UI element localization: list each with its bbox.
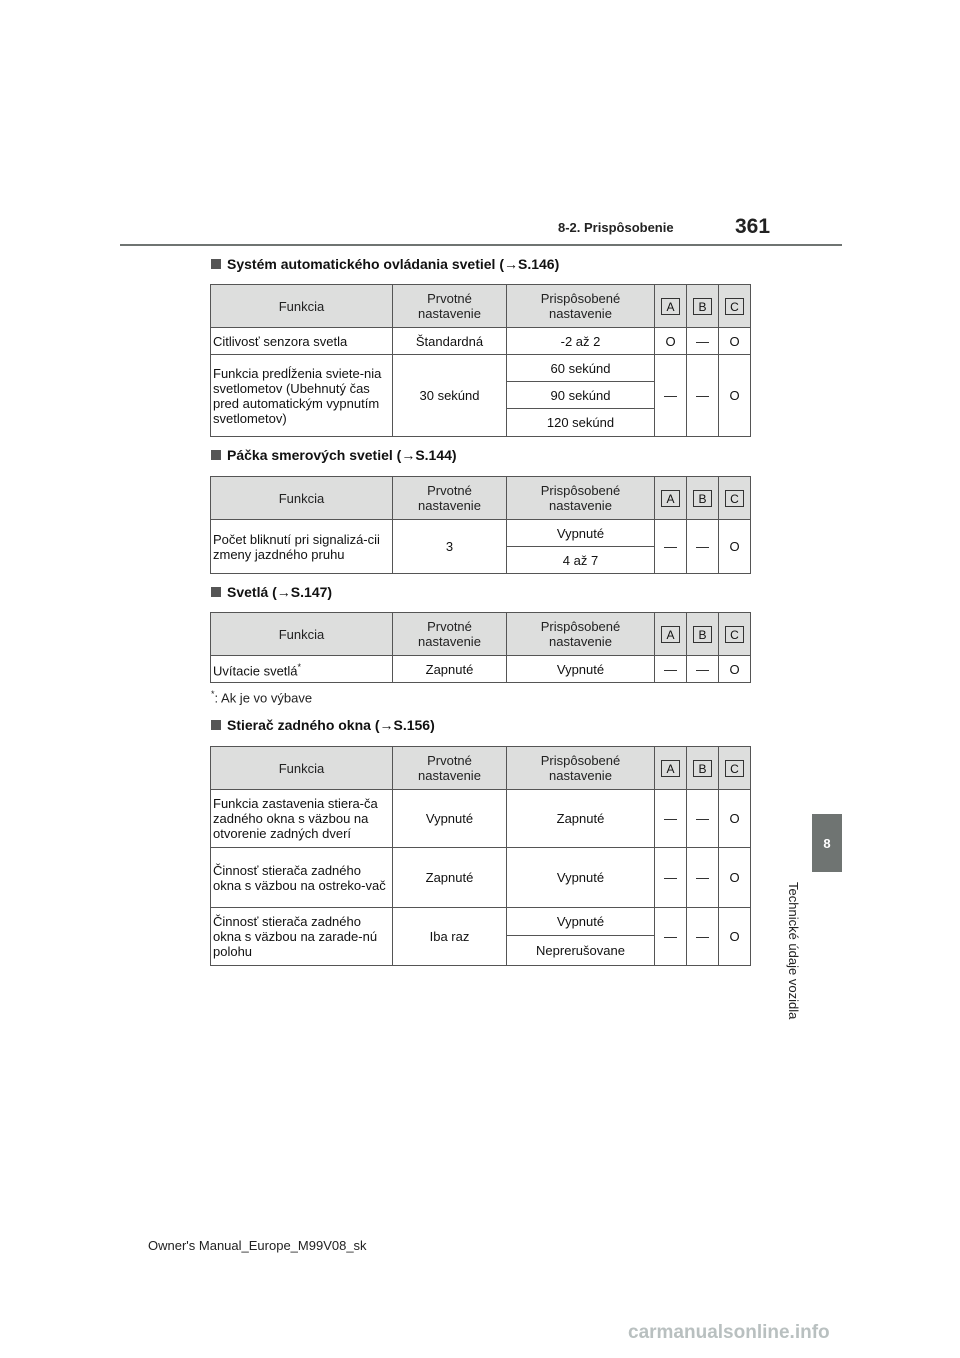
a-box-icon: A [661, 626, 680, 643]
table-subrow: 90 sekúnd [211, 382, 751, 409]
table-row: Citlivosť senzora svetla Štandardná -2 až 2 O — O [211, 328, 751, 355]
c-box-icon: C [725, 760, 744, 777]
section-heading-auto-lights: Systém automatického ovládania svetiel (→S.146) [211, 256, 559, 272]
b-box-icon: B [693, 626, 712, 643]
col-custom: Prispôsobené nastavenie [507, 285, 655, 328]
bullet-square-icon [211, 720, 221, 730]
chapter-title-vertical [785, 882, 805, 1052]
header-divider [120, 244, 842, 246]
table-header-row: Funkcia Prvotné nastavenie Prispôsobené nastavenie A B C [211, 747, 751, 790]
watermark[interactable]: carmanualsonline.info [628, 1322, 830, 1343]
section-title: 8-2. Prispôsobenie [558, 220, 674, 235]
footnote: *: Ak je vo výbave [211, 689, 313, 706]
col-initial: Prvotné nastavenie [393, 285, 507, 328]
bullet-square-icon [211, 587, 221, 597]
table-row: Počet bliknutí pri signalizá-cii zmeny jazdného pruhu 3 Vypnuté — — O [211, 520, 751, 547]
table-header-row [211, 285, 751, 328]
table-header-row: Funkcia Prvotné nastavenie Prispôsobené nastavenie A B C [211, 613, 751, 656]
section-heading-turn-signal: Páčka smerových svetiel (→S.144) [211, 447, 457, 463]
col-a [655, 285, 687, 328]
bullet-square-icon [211, 450, 221, 460]
section-heading-lights: Svetlá (→S.147) [211, 584, 332, 600]
table-header-row: Funkcia Prvotné nastavenie Prispôsobené nastavenie A B C [211, 477, 751, 520]
b-box-icon: B [693, 490, 712, 507]
a-box-icon: A [661, 760, 680, 777]
b-box-icon: B [693, 760, 712, 777]
c-box-icon: C [725, 298, 744, 315]
table-subrow: 120 sekúnd [211, 409, 751, 437]
a-box-icon: A [661, 298, 680, 315]
table-auto-lights [210, 284, 751, 437]
chapter-tab[interactable]: 8 [812, 814, 842, 872]
c-box-icon: C [725, 490, 744, 507]
table-subrow: 4 až 7 [211, 547, 751, 574]
table-row: Funkcia zastavenia stiera-ča zadného okna s väzbou na otvorenie zadných dverí Vypnuté Zapnuté — — O [211, 790, 751, 848]
section-heading-rear-wiper: Stierač zadného okna (→S.156) [211, 717, 435, 733]
table-row: Uvítacie svetlá* Zapnuté Vypnuté — — O [211, 656, 751, 683]
table-rear-wiper [210, 746, 751, 966]
footer-manual-id: Owner's Manual_Europe_M99V08_sk [148, 1238, 367, 1253]
chapter-title-text: Technické údaje vozidla [786, 882, 801, 1020]
table-row: Činnosť stierača zadného okna s väzbou na zarade-nú polohu Iba raz Vypnuté — — O [211, 908, 751, 936]
col-b [687, 285, 719, 328]
a-box-icon: A [661, 490, 680, 507]
table-lights [210, 612, 751, 683]
table-turn-signal [210, 476, 751, 574]
col-c [719, 285, 751, 328]
c-box-icon: C [725, 626, 744, 643]
table-row: Činnosť stierača zadného okna s väzbou na ostreko-vač Zapnuté Vypnuté — — O [211, 848, 751, 908]
b-box-icon: B [693, 298, 712, 315]
footnote-mark: * [297, 661, 302, 672]
table-row: Funkcia predĺženia sviete-nia svetlometov (Ubehnutý čas pred automatickým vypnutím svetlometov) 30 sekúnd 60 sekúnd — — O [211, 355, 751, 382]
page-number: 361 [735, 215, 771, 238]
table-subrow: Neprerušovane [211, 936, 751, 966]
bullet-square-icon [211, 259, 221, 269]
col-function: Funkcia [211, 285, 393, 328]
